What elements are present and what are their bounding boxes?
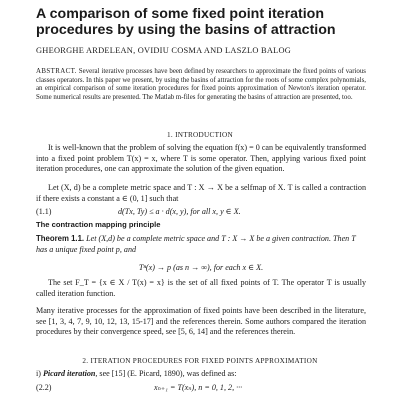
equation-number: (2.2) — [36, 383, 52, 392]
section-heading-introduction: 1. INTRODUCTION — [167, 131, 233, 139]
picard-item — [36, 369, 366, 380]
picard-item-name: Picard iteration — [42, 369, 96, 378]
theorem-equation-body: Tⁿ(x) → p (as n → ∞), for each x ∈ X. — [138, 263, 264, 272]
intro-paragraph-2: Let (X, d) be a complete metric space and T : X → X be a selfmap of X. T is called a contraction if there exists a constant a ∈ (0, 1] such that — [36, 183, 366, 203]
intro-paragraph-4: Many iterative processes for the approximation of fixed points have been described in the literature, see [1, 3, 4, 7, 9, 10, 12, 13, 15-17] and the references therein. Some authors compared the iteration procedures by their convergence speed, see [5, 6, 14] and the references therein. — [36, 306, 366, 336]
picard-item-text: , see [15] (E. Picard, 1890), was defined as: — [95, 369, 237, 378]
abstract-label: ABSTRACT. — [36, 68, 77, 75]
paper-authors: GHEORGHE ARDELEAN, OVIDIU COSMA AND LASZLO BALOG — [36, 46, 292, 55]
contraction-principle-heading: The contraction mapping principle — [36, 220, 161, 229]
equation-1-1 — [36, 206, 366, 217]
intro-paragraph-3: The set F_T = {x ∈ X / T(x) = x} is the set of all fixed points of T. The operator T is usually called iteration function. — [36, 278, 366, 298]
section-heading-iteration-procedures: 2. ITERATION PROCEDURES FOR FIXED POINTS APPROXIMATION — [82, 357, 318, 365]
equation-number: (1.1) — [36, 207, 52, 216]
theorem-text: Let (X,d) be a complete metric space and T : X → X be a given contraction. Then T has a unique fixed point p, and — [36, 234, 356, 254]
equation-body: d(Tx, Ty) ≤ a · d(x, y), for all x, y ∈ X. — [118, 207, 241, 216]
theorem-1-1 — [36, 234, 366, 255]
equation-2-2 — [36, 382, 366, 393]
paper-title: A comparison of some fixed point iteration procedures by using the basins of attraction — [36, 6, 336, 38]
abstract-text: Several iterative processes have been defined by researchers to approximate the fixed points of various classes operators. In this paper we present, by using the basins of attraction for the roots of some complex polynomials, an empirical comparison of some iteration procedures for fixed points approximation of Newton's iteration operator. Some numerical results are presented. The Matlab m-files for generating the basins of attraction are presented, too. — [36, 68, 366, 101]
picard-item-prefix: i) — [36, 369, 41, 378]
theorem-label: Theorem 1.1. — [36, 234, 85, 243]
theorem-equation — [36, 262, 366, 273]
abstract — [36, 68, 366, 102]
intro-paragraph-1: It is well-known that the problem of solving the equation f(x) = 0 can be equivalently transformed into a fixed point problem T(x) = x, where T is some operator. Then, applying various fixed point iteration procedures, one can approximate the solution of the given equation. — [36, 143, 366, 173]
equation-body: xₙ₊₁ = T(xₙ), n = 0, 1, 2, ··· — [154, 383, 243, 392]
